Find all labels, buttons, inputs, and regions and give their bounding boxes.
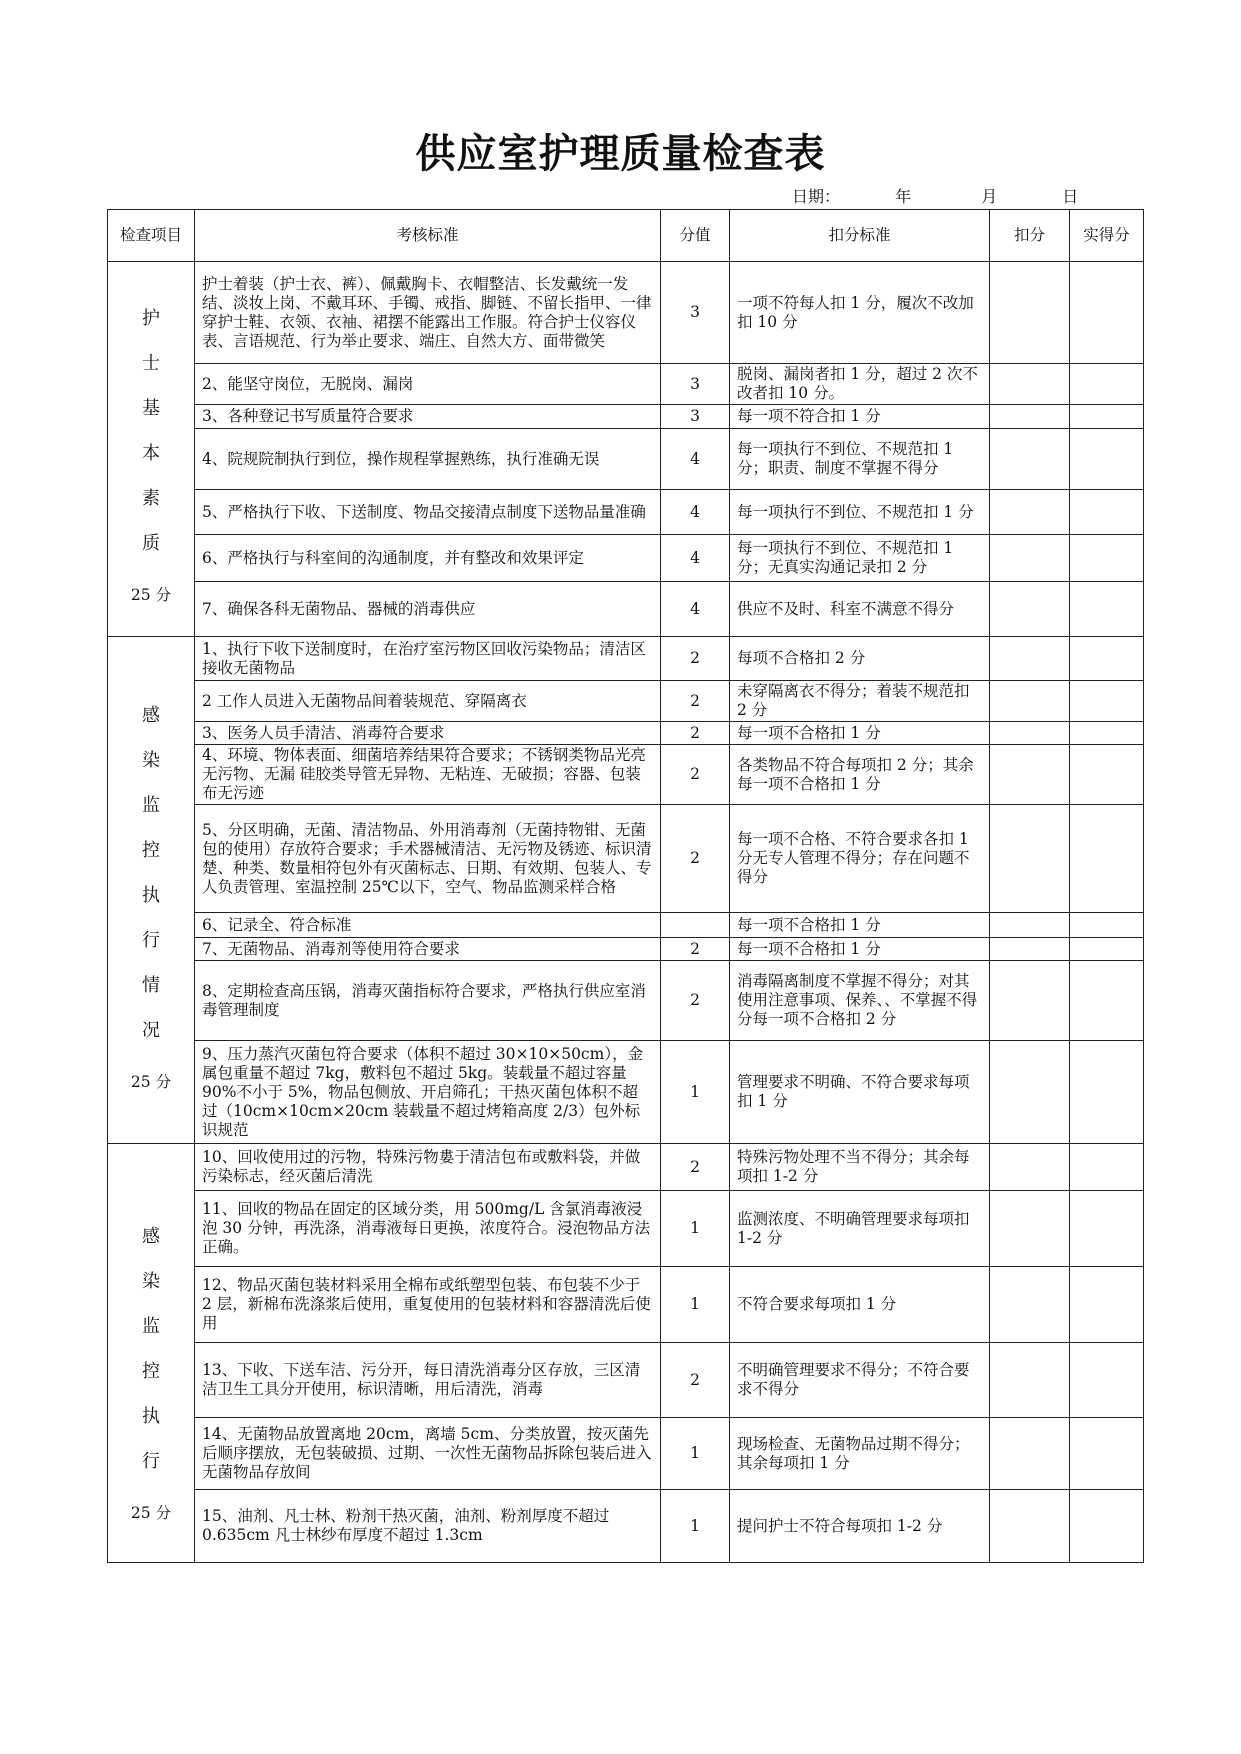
actual-score-input-cell[interactable] [1070, 805, 1144, 913]
actual-score-input-cell[interactable] [1070, 429, 1144, 490]
standard-cell: 2、能坚守岗位，无脱岗、漏岗 [195, 364, 661, 405]
score-cell: 1 [661, 1490, 730, 1563]
deduction-input-cell[interactable] [990, 722, 1070, 745]
deduction-input-cell[interactable] [990, 535, 1070, 582]
page-title: 供应室护理质量检查表 [415, 130, 826, 177]
standard-cell: 9、压力蒸汽灭菌包符合要求（体积不超过 30×10×50cm），金属包重量不超过 7kg，敷料包不超过 5kg。装载量不超过容量 90%不小于 5%，物品包侧放、开启筛孔；干热灭菌包体积不超过（10cm×10cm×20cm 装载量不超过烤箱高度 2/3）包外标识规范 [195, 1041, 661, 1144]
standard-cell: 8、定期检查高压锅，消毒灭菌指标符合要求，严格执行供应室消毒管理制度 [195, 961, 661, 1041]
table-row [108, 1490, 1144, 1563]
category-char: 执 [142, 885, 160, 906]
category-char: 素 [142, 488, 160, 509]
table-row [108, 364, 1144, 405]
table-row [108, 745, 1144, 805]
score-cell: 2 [661, 681, 730, 722]
category-cell [108, 262, 195, 637]
date-month-label: 月 [981, 187, 998, 206]
table-row [108, 938, 1144, 961]
table-body [108, 262, 1144, 1563]
deduction-input-cell[interactable] [990, 637, 1070, 681]
score-cell: 2 [661, 805, 730, 913]
actual-score-input-cell[interactable] [1070, 1418, 1144, 1490]
table-row [108, 490, 1144, 535]
deduction-input-cell[interactable] [990, 582, 1070, 637]
score-cell: 2 [661, 637, 730, 681]
header-row [108, 210, 1144, 262]
actual-score-input-cell[interactable] [1070, 745, 1144, 805]
date-line [792, 184, 1078, 207]
table-row [108, 582, 1144, 637]
deduction-rule-cell: 每一项不符合扣 1 分 [730, 405, 990, 429]
table-row [108, 262, 1144, 364]
table-row [108, 637, 1144, 681]
deduction-rule-cell: 提问护士不符合每项扣 1-2 分 [730, 1490, 990, 1563]
standard-cell: 4、院规院制执行到位，操作规程掌握熟练，执行准确无误 [195, 429, 661, 490]
deduction-input-cell[interactable] [990, 490, 1070, 535]
category-char: 行 [142, 930, 160, 951]
standard-cell: 15、油剂、凡士林、粉剂干热灭菌，油剂、粉剂厚度不超过 0.635cm 凡士林纱布厚度不超过 1.3cm [195, 1490, 661, 1563]
deduction-input-cell[interactable] [990, 405, 1070, 429]
table-row [108, 1343, 1144, 1418]
deduction-input-cell[interactable] [990, 961, 1070, 1041]
category-char: 控 [142, 840, 160, 861]
actual-score-input-cell[interactable] [1070, 1490, 1144, 1563]
score-cell: 2 [661, 961, 730, 1041]
score-cell: 3 [661, 262, 730, 364]
table-row [108, 913, 1144, 938]
actual-score-input-cell[interactable] [1070, 535, 1144, 582]
score-cell: 4 [661, 535, 730, 582]
deduction-input-cell[interactable] [990, 1343, 1070, 1418]
table-row [108, 1144, 1144, 1191]
date-label: 日期： [792, 187, 841, 206]
date-year-label: 年 [895, 187, 912, 206]
standard-cell: 4、环境、物体表面、细菌培养结果符合要求；不锈钢类物品光亮无污物、无漏 硅胶类导管无异物、无粘连、无破损；容器、包装布无污迹 [195, 745, 661, 805]
deduction-input-cell[interactable] [990, 1191, 1070, 1267]
standard-cell: 6、严格执行与科室间的沟通制度，并有整改和效果评定 [195, 535, 661, 582]
actual-score-input-cell[interactable] [1070, 938, 1144, 961]
category-label [115, 688, 187, 1092]
table-row [108, 429, 1144, 490]
table-row [108, 535, 1144, 582]
category-char: 本 [142, 443, 160, 464]
category-char: 况 [142, 1020, 160, 1041]
score-cell: 1 [661, 1267, 730, 1343]
deduction-input-cell[interactable] [990, 262, 1070, 364]
score-cell: 3 [661, 364, 730, 405]
category-char: 感 [142, 1226, 160, 1247]
score-cell: 4 [661, 582, 730, 637]
standard-cell: 3、各种登记书写质量符合要求 [195, 405, 661, 429]
standard-cell: 14、无菌物品放置离地 20cm，离墙 5cm、分类放置，按灭菌先后顺序摆放，无包装破损、过期、一次性无菌物品拆除包装后进入无菌物品存放间 [195, 1418, 661, 1490]
score-cell: 1 [661, 1041, 730, 1144]
table-row [108, 1191, 1144, 1267]
standard-cell: 3、医务人员手清洁、消毒符合要求 [195, 722, 661, 745]
table-row [108, 681, 1144, 722]
score-cell: 2 [661, 938, 730, 961]
score-cell: 2 [661, 745, 730, 805]
deduction-rule-cell: 每一项不合格扣 1 分 [730, 913, 990, 938]
deduction-rule-cell: 不明确管理要求不得分；不符合要求不得分 [730, 1343, 990, 1418]
actual-score-input-cell[interactable] [1070, 262, 1144, 364]
score-cell: 2 [661, 1144, 730, 1191]
deduction-rule-cell: 每一项不合格扣 1 分 [730, 722, 990, 745]
category-cell [108, 1144, 195, 1563]
deduction-rule-cell: 不符合要求每项扣 1 分 [730, 1267, 990, 1343]
actual-score-input-cell[interactable] [1070, 1343, 1144, 1418]
actual-score-input-cell[interactable] [1070, 364, 1144, 405]
deduction-input-cell[interactable] [990, 429, 1070, 490]
header-deduction: 扣分 [990, 210, 1070, 262]
deduction-rule-cell: 一项不符每人扣 1 分，履次不改加扣 10 分 [730, 262, 990, 364]
deduction-input-cell[interactable] [990, 938, 1070, 961]
deduction-input-cell[interactable] [990, 1418, 1070, 1490]
standard-cell: 护士着装（护士衣、裤）、佩戴胸卡、衣帽整洁、长发戴统一发结、淡妆上岗、不戴耳环、手镯、戒指、脚链、不留长指甲、一律穿护士鞋、衣领、衣袖、裙摆不能露出工作服。符合护士仪容仪表、言语规范、行为举止要求、端庄、自然大方、面带微笑 [195, 262, 661, 364]
table-row [108, 961, 1144, 1041]
deduction-rule-cell: 每一项执行不到位、不规范扣 1 分；职责、制度不掌握不得分 [730, 429, 990, 490]
actual-score-input-cell[interactable] [1070, 490, 1144, 535]
deduction-input-cell[interactable] [990, 1144, 1070, 1191]
category-points: 25 分 [130, 1073, 172, 1091]
header-actual-score: 实得分 [1070, 210, 1144, 262]
deduction-rule-cell: 每一项不合格扣 1 分 [730, 938, 990, 961]
actual-score-input-cell[interactable] [1070, 637, 1144, 681]
actual-score-input-cell[interactable] [1070, 405, 1144, 429]
date-day-label: 日 [1062, 187, 1079, 206]
header-deduction-rule: 扣分标准 [730, 210, 990, 262]
score-cell: 3 [661, 405, 730, 429]
category-char: 监 [142, 795, 160, 816]
deduction-input-cell[interactable] [990, 1041, 1070, 1144]
deduction-input-cell[interactable] [990, 364, 1070, 405]
deduction-rule-cell: 各类物品不符合每项扣 2 分；其余每一项不合格扣 1 分 [730, 745, 990, 805]
standard-cell: 7、确保各科无菌物品、器械的消毒供应 [195, 582, 661, 637]
score-cell: 2 [661, 1343, 730, 1418]
deduction-rule-cell: 脱岗、漏岗者扣 1 分，超过 2 次不改者扣 10 分。 [730, 364, 990, 405]
deduction-rule-cell: 现场检查、无菌物品过期不得分；其余每项扣 1 分 [730, 1418, 990, 1490]
standard-cell: 11、回收的物品在固定的区域分类，用 500mg/L 含氯消毒液浸泡 30 分钟，再洗涤，消毒液每日更换，浓度符合。浸泡物品方法正确。 [195, 1191, 661, 1267]
deduction-input-cell[interactable] [990, 805, 1070, 913]
table-row [108, 805, 1144, 913]
standard-cell: 10、回收使用过的污物，特殊污物婁于清洁包布或敷料袋，并做污染标志，经灭菌后清洗 [195, 1144, 661, 1191]
header-standard: 考核标准 [195, 210, 661, 262]
deduction-rule-cell: 供应不及时、科室不满意不得分 [730, 582, 990, 637]
category-char: 护 [142, 308, 160, 329]
deduction-input-cell[interactable] [990, 1490, 1070, 1563]
deduction-input-cell[interactable] [990, 1267, 1070, 1343]
standard-cell: 2 工作人员进入无菌物品间着装规范、穿隔离衣 [195, 681, 661, 722]
deduction-rule-cell: 特殊污物处理不当不得分；其余每项扣 1-2 分 [730, 1144, 990, 1191]
category-cell [108, 637, 195, 1144]
standard-cell: 12、物品灭菌包装材料采用全棉布或纸塑型包装、布包装不少于 2 层，新棉布洗涤浆后使用，重复使用的包装材料和容器清洗后使用 [195, 1267, 661, 1343]
table-row [108, 1418, 1144, 1490]
actual-score-input-cell[interactable] [1070, 1041, 1144, 1144]
table-row [108, 1267, 1144, 1343]
category-char: 染 [142, 1271, 160, 1292]
score-cell: 2 [661, 722, 730, 745]
deduction-input-cell[interactable] [990, 913, 1070, 938]
category-char: 执 [142, 1406, 160, 1427]
actual-score-input-cell[interactable] [1070, 681, 1144, 722]
actual-score-input-cell[interactable] [1070, 913, 1144, 938]
category-label [115, 1183, 187, 1523]
category-label [115, 293, 187, 605]
deduction-rule-cell: 每项不合格扣 2 分 [730, 637, 990, 681]
deduction-rule-cell: 监测浓度、不明确管理要求每项扣 1-2 分 [730, 1191, 990, 1267]
category-char: 基 [142, 398, 160, 419]
deduction-rule-cell: 每一项执行不到位、不规范扣 1 分 [730, 490, 990, 535]
category-char: 士 [142, 353, 160, 374]
deduction-rule-cell: 未穿隔离衣不得分；着装不规范扣 2 分 [730, 681, 990, 722]
score-cell: 4 [661, 490, 730, 535]
deduction-rule-cell: 每一项执行不到位、不规范扣 1 分；无真实沟通记录扣 2 分 [730, 535, 990, 582]
category-points: 25 分 [130, 1504, 172, 1522]
category-char: 行 [142, 1451, 160, 1472]
standard-cell: 1、执行下收下送制度时，在治疗室污物区回收污染物品；清洁区接收无菌物品 [195, 637, 661, 681]
deduction-rule-cell: 管理要求不明确、不符合要求每项扣 1 分 [730, 1041, 990, 1144]
score-cell: 4 [661, 429, 730, 490]
header-item: 检查项目 [108, 210, 195, 262]
category-points: 25 分 [130, 586, 172, 604]
actual-score-input-cell[interactable] [1070, 722, 1144, 745]
actual-score-input-cell[interactable] [1070, 961, 1144, 1041]
deduction-rule-cell: 每一项不合格、不符合要求各扣 1 分无专人管理不得分；存在问题不得分 [730, 805, 990, 913]
category-char: 质 [142, 533, 160, 554]
category-char: 染 [142, 750, 160, 771]
actual-score-input-cell[interactable] [1070, 1191, 1144, 1267]
table-row [108, 722, 1144, 745]
standard-cell: 5、分区明确，无菌、清洁物品、外用消毒剂（无菌持物钳、无菌包的使用）存放符合要求；手术器械清洁、无污物及锈迹、标识清楚、种类、数量相符包外有灭菌标志、日期、有效期、包装人、专人负责管理、室温控制 25℃以下，空气、物品监测采样合格 [195, 805, 661, 913]
deduction-input-cell[interactable] [990, 681, 1070, 722]
header-score: 分值 [661, 210, 730, 262]
actual-score-input-cell[interactable] [1070, 1144, 1144, 1191]
category-char: 监 [142, 1316, 160, 1337]
standard-cell: 13、下收、下送车洁、污分开，每日清洗消毒分区存放，三区清洁卫生工具分开使用，标识清晰，用后清洗，消毒 [195, 1343, 661, 1418]
actual-score-input-cell[interactable] [1070, 1267, 1144, 1343]
standard-cell: 7、无菌物品、消毒剂等使用符合要求 [195, 938, 661, 961]
actual-score-input-cell[interactable] [1070, 582, 1144, 637]
standard-cell: 5、严格执行下收、下送制度、物品交接清点制度下送物品量准确 [195, 490, 661, 535]
table-row [108, 405, 1144, 429]
deduction-rule-cell: 消毒隔离制度不掌握不得分；对其使用注意事项、保养、、不掌握不得分每一项不合格扣 2 分 [730, 961, 990, 1041]
category-char: 情 [142, 975, 160, 996]
category-char: 感 [142, 705, 160, 726]
score-cell: 1 [661, 1418, 730, 1490]
table-row [108, 1041, 1144, 1144]
score-cell: 1 [661, 1191, 730, 1267]
standard-cell: 6、记录全、符合标准 [195, 913, 661, 938]
category-char: 控 [142, 1361, 160, 1382]
deduction-input-cell[interactable] [990, 745, 1070, 805]
inspection-table [107, 209, 1144, 1563]
score-cell [661, 913, 730, 938]
